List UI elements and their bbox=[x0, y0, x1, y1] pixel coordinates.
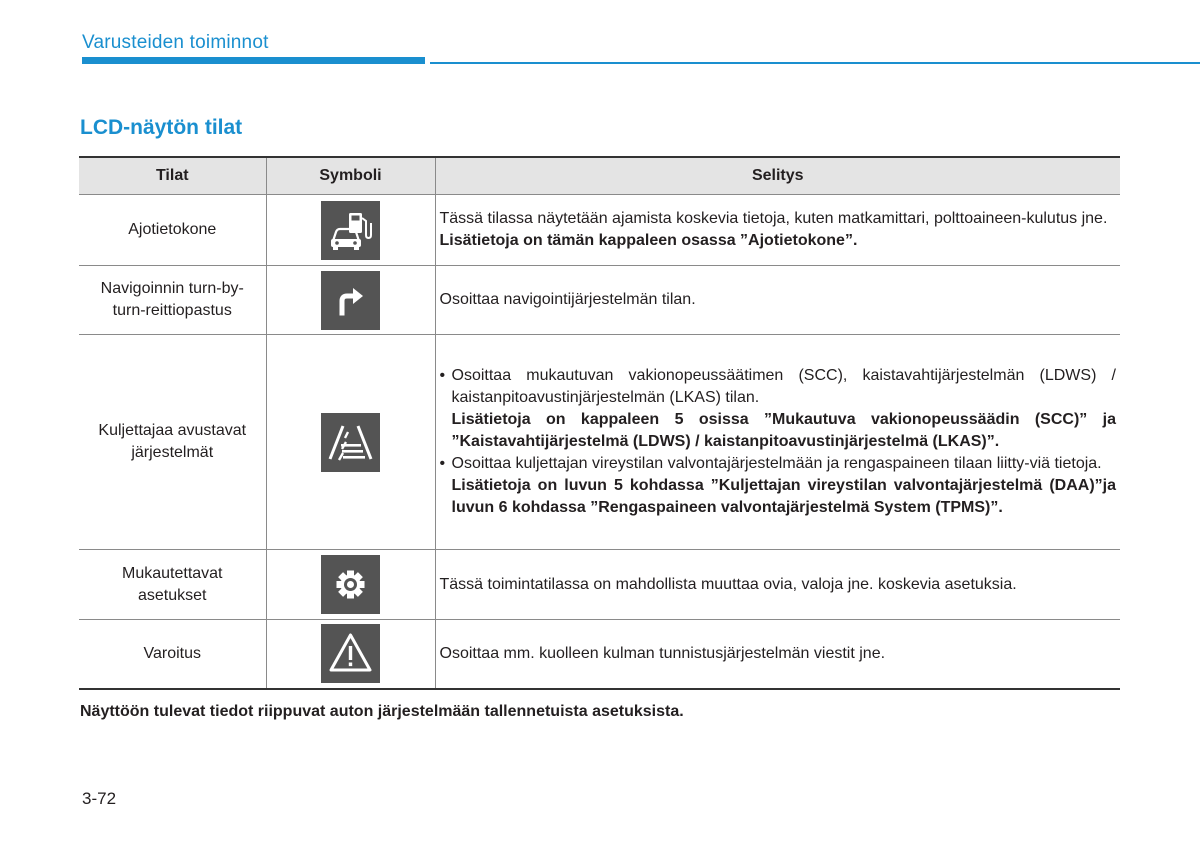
section-title: Varusteiden toiminnot bbox=[82, 32, 269, 53]
column-header-symbol: Symboli bbox=[266, 157, 435, 195]
mode-description: Tässä toimintatilassa on mahdollista muuttaa ovia, valoja jne. koskevia asetuksia. bbox=[435, 550, 1120, 620]
mode-name: Navigoinnin turn-by-turn-reittiopastus bbox=[79, 266, 266, 335]
column-header-mode: Tilat bbox=[79, 157, 266, 195]
page-title: LCD-näytön tilat bbox=[80, 116, 243, 139]
header-rule-thin bbox=[430, 62, 1200, 64]
mode-description: Osoittaa mm. kuolleen kulman tunnistusjärjestelmän viestit jne. bbox=[435, 620, 1120, 689]
list-item: • Osoittaa mukautuvan vakionopeussäätimen (SCC), kaistavahtijärjestelmän (LDWS) / kaistanpitoavustinjärjestelmän (LKAS) tilan. Lisätietoja on kappaleen 5 osissa ”Mukautuva vakionopeussäädin (SCC)” ja ”Kaistavahtijärjestelmä (LDWS) / kaistanpitoavustinjärjestelmä (LKAS)”. bbox=[440, 365, 1117, 453]
description-bullet-list bbox=[440, 365, 1117, 519]
table-row bbox=[79, 335, 1120, 550]
table-row bbox=[79, 620, 1120, 689]
lcd-modes-table bbox=[79, 156, 1120, 690]
mode-name: Ajotietokone bbox=[79, 195, 266, 266]
footnote: Näyttöön tulevat tiedot riippuvat auton järjestelmään tallennetuista asetuksista. bbox=[80, 703, 684, 720]
reference-note: Lisätietoja on tämän kappaleen osassa ”Ajotietokone”. bbox=[439, 232, 858, 249]
gear-icon bbox=[321, 555, 380, 614]
reference-note: Lisätietoja on luvun 5 kohdassa ”Kuljettajan vireystilan valvontajärjestelmä (DAA)”ja luvun 6 kohdassa ”Rengaspaineen valvontajärjestelmä System (TPMS)”. bbox=[451, 477, 1116, 516]
reference-note: Lisätietoja on kappaleen 5 osissa ”Mukautuva vakionopeussäädin (SCC)” ja ”Kaistavahtijärjestelmä (LDWS) / kaistanpitoavustinjärjestelmä (LKAS)”. bbox=[451, 411, 1116, 450]
table-row bbox=[79, 266, 1120, 335]
page-number: 3-72 bbox=[82, 789, 117, 808]
mode-description: Osoittaa navigointijärjestelmän tilan. bbox=[435, 266, 1120, 335]
table-row bbox=[79, 550, 1120, 620]
table-header-row bbox=[79, 157, 1120, 195]
trip-computer-icon bbox=[321, 201, 380, 260]
mode-name: Mukautettavat asetukset bbox=[79, 550, 266, 620]
turn-right-arrow-icon bbox=[321, 271, 380, 330]
warning-triangle-icon bbox=[321, 624, 380, 683]
mode-name: Varoitus bbox=[79, 620, 266, 689]
mode-name: Kuljettajaa avustavat järjestelmät bbox=[79, 335, 266, 550]
lane-assist-icon bbox=[321, 413, 380, 472]
list-item: • Osoittaa kuljettajan vireystilan valvontajärjestelmään ja rengaspaineen tilaan liitty-viä tietoja. Lisätietoja on luvun 5 kohdassa ”Kuljettajan vireystilan valvontajärjestelmä (DAA)”ja luvun 6 kohdassa ”Rengaspaineen valvontajärjestelmä System (TPMS)”. bbox=[440, 453, 1117, 519]
mode-description: Tässä tilassa näytetään ajamista koskevia tietoja, kuten matkamittari, polttoaineen-kulutus jne. bbox=[439, 210, 1108, 227]
column-header-description: Selitys bbox=[435, 157, 1120, 195]
table-row bbox=[79, 195, 1120, 266]
header-rule-thick bbox=[82, 57, 425, 64]
